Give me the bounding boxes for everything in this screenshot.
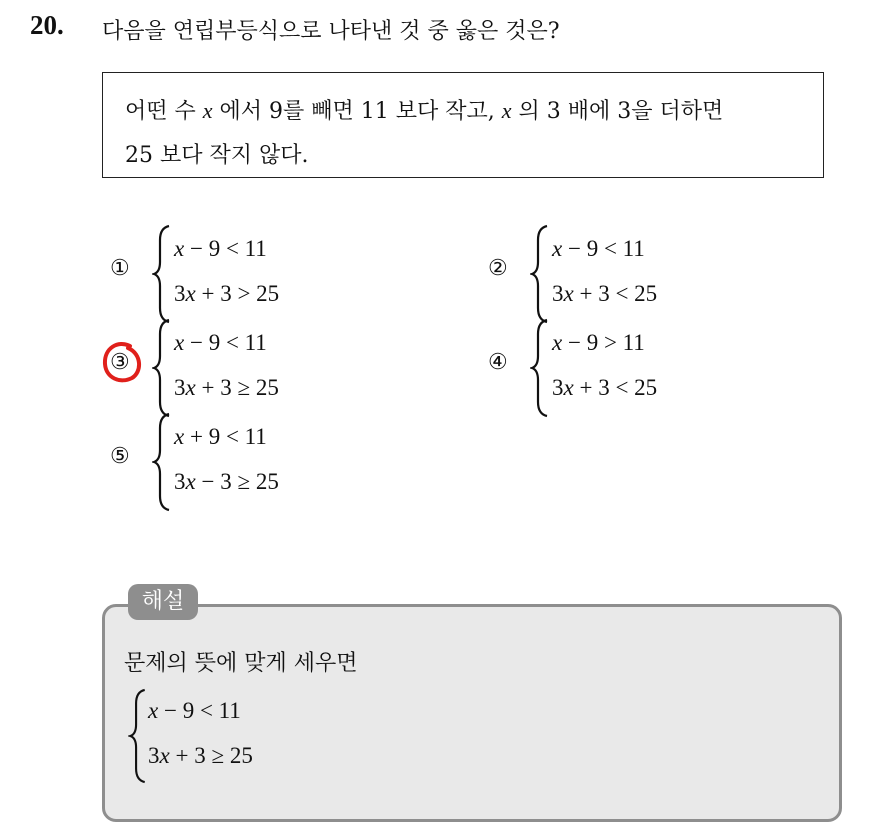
condition-text-part: 어떤 수 [125, 99, 203, 124]
explanation-inequality: 3x + 3 ≥ 25 [148, 743, 253, 768]
left-brace-icon [128, 688, 148, 784]
explanation-inequality: x − 9 < 11 [148, 698, 241, 723]
inequality: 3x + 3 < 25 [552, 281, 658, 306]
inequality: 3x + 3 ≥ 25 [174, 375, 279, 400]
condition-text-part: 에서 9를 빼면 11 보다 작고, [212, 99, 502, 124]
choice-mark: ① [110, 256, 130, 281]
condition-box [102, 72, 824, 178]
inequality: x − 9 < 11 [552, 236, 645, 261]
choice-mark: ④ [488, 350, 508, 375]
inequality: 3x + 3 > 25 [174, 281, 280, 306]
variable-x: x [501, 98, 512, 123]
question-number: 20. [30, 10, 64, 40]
choice-mark: ③ [110, 350, 130, 375]
condition-line-2: 25 보다 작지 않다. [125, 143, 309, 168]
condition-line-1 [125, 89, 803, 134]
condition-text-part: 의 3 배에 3을 더하면 [511, 99, 724, 124]
explanation-text: 문제의 뜻에 맞게 세우면 [124, 651, 358, 676]
left-brace-icon [530, 318, 550, 418]
inequality: 3x + 3 < 25 [552, 375, 658, 400]
explanation-tab: 해설 [128, 584, 198, 620]
variable-x: x [202, 98, 213, 123]
left-brace-icon [152, 224, 172, 324]
choice-mark: ⑤ [110, 444, 130, 469]
choice-mark: ② [488, 256, 508, 281]
question-text: 다음을 연립부등식으로 나타낸 것 중 옳은 것은? [102, 19, 560, 44]
left-brace-icon [152, 412, 172, 512]
inequality: 3x − 3 ≥ 25 [174, 469, 279, 494]
left-brace-icon [530, 224, 550, 324]
inequality: x − 9 > 11 [552, 330, 645, 355]
left-brace-icon [152, 318, 172, 418]
inequality: x − 9 < 11 [174, 236, 267, 261]
inequality: x − 9 < 11 [174, 330, 267, 355]
inequality: x + 9 < 11 [174, 424, 267, 449]
